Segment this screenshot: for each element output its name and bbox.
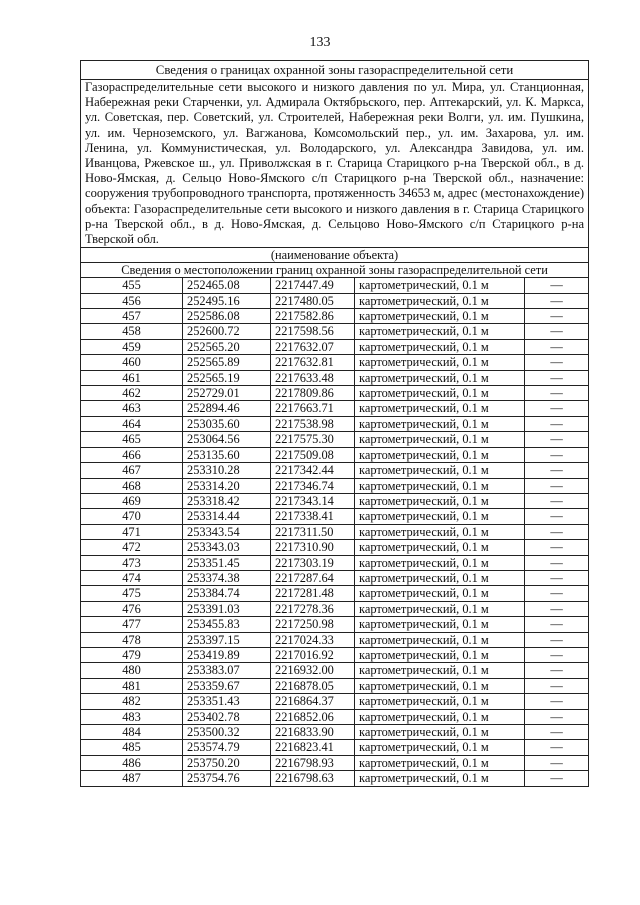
coord-x: 252894.46 bbox=[183, 401, 271, 416]
method-accuracy: картометрический, 0.1 м bbox=[355, 478, 525, 493]
table-row bbox=[81, 601, 589, 616]
coord-y: 2217310.90 bbox=[271, 540, 355, 555]
coord-x: 253419.89 bbox=[183, 647, 271, 662]
method-accuracy: картометрический, 0.1 м bbox=[355, 663, 525, 678]
method-accuracy: картометрический, 0.1 м bbox=[355, 555, 525, 570]
table-row bbox=[81, 586, 589, 601]
description-dash: — bbox=[525, 339, 589, 354]
point-number: 474 bbox=[81, 570, 183, 585]
description-dash: — bbox=[525, 355, 589, 370]
boundary-table bbox=[80, 60, 589, 787]
table-row bbox=[81, 386, 589, 401]
point-number: 472 bbox=[81, 540, 183, 555]
coord-x: 253351.43 bbox=[183, 694, 271, 709]
table-row bbox=[81, 509, 589, 524]
coord-x: 253574.79 bbox=[183, 740, 271, 755]
boundary-table-body bbox=[81, 61, 589, 787]
page-number: 133 bbox=[309, 35, 331, 50]
table-row bbox=[81, 493, 589, 508]
description-dash: — bbox=[525, 293, 589, 308]
method-accuracy: картометрический, 0.1 м bbox=[355, 570, 525, 585]
table-row bbox=[81, 416, 589, 431]
point-number: 481 bbox=[81, 678, 183, 693]
coord-y: 2216798.63 bbox=[271, 771, 355, 786]
coord-y: 2217278.36 bbox=[271, 601, 355, 616]
description-dash: — bbox=[525, 401, 589, 416]
table-row bbox=[81, 678, 589, 693]
coord-x: 253314.20 bbox=[183, 478, 271, 493]
coord-y: 2217509.08 bbox=[271, 447, 355, 462]
point-number: 465 bbox=[81, 432, 183, 447]
coord-x: 253754.76 bbox=[183, 771, 271, 786]
method-accuracy: картометрический, 0.1 м bbox=[355, 278, 525, 293]
table-row bbox=[81, 447, 589, 462]
coord-y: 2217024.33 bbox=[271, 632, 355, 647]
description-dash: — bbox=[525, 709, 589, 724]
point-number: 455 bbox=[81, 278, 183, 293]
coord-y: 2217582.86 bbox=[271, 309, 355, 324]
method-accuracy: картометрический, 0.1 м bbox=[355, 432, 525, 447]
description-dash: — bbox=[525, 463, 589, 478]
point-number: 483 bbox=[81, 709, 183, 724]
coord-x: 252729.01 bbox=[183, 386, 271, 401]
coord-x: 253500.32 bbox=[183, 725, 271, 740]
location-title-row bbox=[81, 263, 589, 278]
point-number: 473 bbox=[81, 555, 183, 570]
description-dash: — bbox=[525, 324, 589, 339]
coord-y: 2217632.07 bbox=[271, 339, 355, 354]
method-accuracy: картометрический, 0.1 м bbox=[355, 447, 525, 462]
table-row bbox=[81, 617, 589, 632]
coord-x: 252600.72 bbox=[183, 324, 271, 339]
coord-y: 2217480.05 bbox=[271, 293, 355, 308]
table-row bbox=[81, 524, 589, 539]
coord-y: 2216823.41 bbox=[271, 740, 355, 755]
coord-x: 253384.74 bbox=[183, 586, 271, 601]
point-number: 464 bbox=[81, 416, 183, 431]
coord-x: 252465.08 bbox=[183, 278, 271, 293]
table-row bbox=[81, 339, 589, 354]
point-number: 480 bbox=[81, 663, 183, 678]
description-dash: — bbox=[525, 478, 589, 493]
table-row bbox=[81, 647, 589, 662]
coord-y: 2217598.56 bbox=[271, 324, 355, 339]
coord-x: 253391.03 bbox=[183, 601, 271, 616]
coord-y: 2216932.00 bbox=[271, 663, 355, 678]
method-accuracy: картометрический, 0.1 м bbox=[355, 755, 525, 770]
table-row bbox=[81, 540, 589, 555]
coord-x: 253314.44 bbox=[183, 509, 271, 524]
table-row bbox=[81, 309, 589, 324]
coord-y: 2217633.48 bbox=[271, 370, 355, 385]
object-label-row bbox=[81, 248, 589, 263]
coord-x: 253374.38 bbox=[183, 570, 271, 585]
coord-y: 2217287.64 bbox=[271, 570, 355, 585]
table-row bbox=[81, 570, 589, 585]
coord-y: 2217311.50 bbox=[271, 524, 355, 539]
table-row bbox=[81, 755, 589, 770]
description-dash: — bbox=[525, 725, 589, 740]
description-dash: — bbox=[525, 694, 589, 709]
coord-y: 2216878.05 bbox=[271, 678, 355, 693]
point-number: 486 bbox=[81, 755, 183, 770]
method-accuracy: картометрический, 0.1 м bbox=[355, 709, 525, 724]
object-label: (наименование объекта) bbox=[81, 248, 589, 263]
coord-y: 2217447.49 bbox=[271, 278, 355, 293]
coord-x: 252565.89 bbox=[183, 355, 271, 370]
point-number: 471 bbox=[81, 524, 183, 539]
table-row bbox=[81, 663, 589, 678]
description-dash: — bbox=[525, 524, 589, 539]
description-dash: — bbox=[525, 555, 589, 570]
coord-x: 252495.16 bbox=[183, 293, 271, 308]
coord-y: 2217338.41 bbox=[271, 509, 355, 524]
coord-x: 253135.60 bbox=[183, 447, 271, 462]
coord-x: 253064.56 bbox=[183, 432, 271, 447]
method-accuracy: картометрический, 0.1 м bbox=[355, 386, 525, 401]
method-accuracy: картометрический, 0.1 м bbox=[355, 740, 525, 755]
description-dash: — bbox=[525, 447, 589, 462]
description-dash: — bbox=[525, 309, 589, 324]
point-number: 462 bbox=[81, 386, 183, 401]
method-accuracy: картометрический, 0.1 м bbox=[355, 694, 525, 709]
method-accuracy: картометрический, 0.1 м bbox=[355, 678, 525, 693]
description-dash: — bbox=[525, 647, 589, 662]
table-row bbox=[81, 355, 589, 370]
description-dash: — bbox=[525, 278, 589, 293]
description-row bbox=[81, 80, 589, 248]
table-row bbox=[81, 463, 589, 478]
coord-x: 253035.60 bbox=[183, 416, 271, 431]
table-row bbox=[81, 771, 589, 786]
table-row bbox=[81, 478, 589, 493]
point-number: 457 bbox=[81, 309, 183, 324]
point-number: 477 bbox=[81, 617, 183, 632]
point-number: 476 bbox=[81, 601, 183, 616]
description-dash: — bbox=[525, 755, 589, 770]
coord-y: 2216833.90 bbox=[271, 725, 355, 740]
description-dash: — bbox=[525, 740, 589, 755]
coord-y: 2217346.74 bbox=[271, 478, 355, 493]
method-accuracy: картометрический, 0.1 м bbox=[355, 355, 525, 370]
point-number: 466 bbox=[81, 447, 183, 462]
coord-x: 252565.19 bbox=[183, 370, 271, 385]
description-dash: — bbox=[525, 540, 589, 555]
description-dash: — bbox=[525, 509, 589, 524]
coord-x: 253343.03 bbox=[183, 540, 271, 555]
method-accuracy: картометрический, 0.1 м bbox=[355, 324, 525, 339]
object-description: Газораспределительные сети высокого и низкого давления по ул. Мира, ул. Станционная, Набережная реки Старченки, ул. Адмирала Октябрьского, пер. Аптекарский, ул. К. Маркса, ул. Советская, пер. Советский, ул. Строителей, Набережная реки Волги, ул. им. Пушкина, ул. им. Черноземского, ул. Вагжанова, Комсомольский пер., ул. им. Захарова, ул. им. Ленина, ул. Коммунистическая, ул. Володарского, ул. Александра Завидова, ул. им. Иванцова, Ржевское ш., ул. Приволжская в г. Старица Старицкого р-на Тверской обл., в д. Ново-Ямская, д. Сельцо Ново-Ямского с/п Старицкого р-на Тверской обл., назначение: сооружения трубопроводного транспорта, протяженность 34653 м, адрес (местонахождение) объекта: Газораспределительные сети высокого и низкого давления в г. Старица Старицкого р-на Тверской обл., в д. Ново-Ямская, д. Сельцово Ново-Ямского с/п Старицкого р-на Тверской обл. bbox=[81, 80, 589, 248]
table-row bbox=[81, 725, 589, 740]
description-dash: — bbox=[525, 617, 589, 632]
coord-y: 2216864.37 bbox=[271, 694, 355, 709]
coord-x: 252586.08 bbox=[183, 309, 271, 324]
method-accuracy: картометрический, 0.1 м bbox=[355, 647, 525, 662]
method-accuracy: картометрический, 0.1 м bbox=[355, 586, 525, 601]
point-number: 460 bbox=[81, 355, 183, 370]
method-accuracy: картометрический, 0.1 м bbox=[355, 401, 525, 416]
method-accuracy: картометрический, 0.1 м bbox=[355, 293, 525, 308]
description-dash: — bbox=[525, 493, 589, 508]
point-number: 478 bbox=[81, 632, 183, 647]
coord-y: 2217281.48 bbox=[271, 586, 355, 601]
coord-x: 253351.45 bbox=[183, 555, 271, 570]
method-accuracy: картометрический, 0.1 м bbox=[355, 370, 525, 385]
coord-x: 253383.07 bbox=[183, 663, 271, 678]
coord-y: 2217809.86 bbox=[271, 386, 355, 401]
method-accuracy: картометрический, 0.1 м bbox=[355, 601, 525, 616]
coord-y: 2217575.30 bbox=[271, 432, 355, 447]
coord-x: 253343.54 bbox=[183, 524, 271, 539]
description-dash: — bbox=[525, 370, 589, 385]
description-dash: — bbox=[525, 432, 589, 447]
method-accuracy: картометрический, 0.1 м bbox=[355, 524, 525, 539]
coord-y: 2217632.81 bbox=[271, 355, 355, 370]
coord-y: 2216852.06 bbox=[271, 709, 355, 724]
coord-x: 253359.67 bbox=[183, 678, 271, 693]
section-title: Сведения о границах охранной зоны газораспределительной сети bbox=[81, 61, 589, 80]
point-number: 467 bbox=[81, 463, 183, 478]
coord-y: 2217343.14 bbox=[271, 493, 355, 508]
method-accuracy: картометрический, 0.1 м bbox=[355, 617, 525, 632]
location-title: Сведения о местоположении границ охранной зоны газораспределительной сети bbox=[81, 263, 589, 278]
table-row bbox=[81, 278, 589, 293]
coord-y: 2217303.19 bbox=[271, 555, 355, 570]
coord-y: 2216798.93 bbox=[271, 755, 355, 770]
point-number: 470 bbox=[81, 509, 183, 524]
method-accuracy: картометрический, 0.1 м bbox=[355, 771, 525, 786]
table-row bbox=[81, 293, 589, 308]
point-number: 463 bbox=[81, 401, 183, 416]
table-row bbox=[81, 709, 589, 724]
description-dash: — bbox=[525, 632, 589, 647]
description-dash: — bbox=[525, 386, 589, 401]
description-dash: — bbox=[525, 570, 589, 585]
method-accuracy: картометрический, 0.1 м bbox=[355, 493, 525, 508]
point-number: 479 bbox=[81, 647, 183, 662]
description-dash: — bbox=[525, 601, 589, 616]
point-number: 468 bbox=[81, 478, 183, 493]
point-number: 459 bbox=[81, 339, 183, 354]
point-number: 469 bbox=[81, 493, 183, 508]
point-number: 485 bbox=[81, 740, 183, 755]
description-dash: — bbox=[525, 663, 589, 678]
table-row bbox=[81, 694, 589, 709]
description-dash: — bbox=[525, 586, 589, 601]
coord-y: 2217538.98 bbox=[271, 416, 355, 431]
coord-x: 253318.42 bbox=[183, 493, 271, 508]
coord-x: 253750.20 bbox=[183, 755, 271, 770]
coord-y: 2217250.98 bbox=[271, 617, 355, 632]
method-accuracy: картометрический, 0.1 м bbox=[355, 309, 525, 324]
method-accuracy: картометрический, 0.1 м bbox=[355, 632, 525, 647]
description-dash: — bbox=[525, 771, 589, 786]
coord-x: 253455.83 bbox=[183, 617, 271, 632]
section-title-row bbox=[81, 61, 589, 80]
method-accuracy: картометрический, 0.1 м bbox=[355, 416, 525, 431]
method-accuracy: картометрический, 0.1 м bbox=[355, 725, 525, 740]
point-number: 456 bbox=[81, 293, 183, 308]
method-accuracy: картометрический, 0.1 м bbox=[355, 463, 525, 478]
table-row bbox=[81, 632, 589, 647]
coord-x: 253397.15 bbox=[183, 632, 271, 647]
point-number: 461 bbox=[81, 370, 183, 385]
point-number: 458 bbox=[81, 324, 183, 339]
point-number: 487 bbox=[81, 771, 183, 786]
table-row bbox=[81, 740, 589, 755]
point-number: 475 bbox=[81, 586, 183, 601]
coord-x: 252565.20 bbox=[183, 339, 271, 354]
coord-x: 253402.78 bbox=[183, 709, 271, 724]
point-number: 484 bbox=[81, 725, 183, 740]
table-row bbox=[81, 370, 589, 385]
description-dash: — bbox=[525, 416, 589, 431]
method-accuracy: картометрический, 0.1 м bbox=[355, 509, 525, 524]
method-accuracy: картометрический, 0.1 м bbox=[355, 339, 525, 354]
point-number: 482 bbox=[81, 694, 183, 709]
method-accuracy: картометрический, 0.1 м bbox=[355, 540, 525, 555]
coord-x: 253310.28 bbox=[183, 463, 271, 478]
coord-y: 2217342.44 bbox=[271, 463, 355, 478]
table-row bbox=[81, 555, 589, 570]
table-row bbox=[81, 401, 589, 416]
description-dash: — bbox=[525, 678, 589, 693]
coord-y: 2217016.92 bbox=[271, 647, 355, 662]
table-row bbox=[81, 432, 589, 447]
coord-y: 2217663.71 bbox=[271, 401, 355, 416]
table-row bbox=[81, 324, 589, 339]
